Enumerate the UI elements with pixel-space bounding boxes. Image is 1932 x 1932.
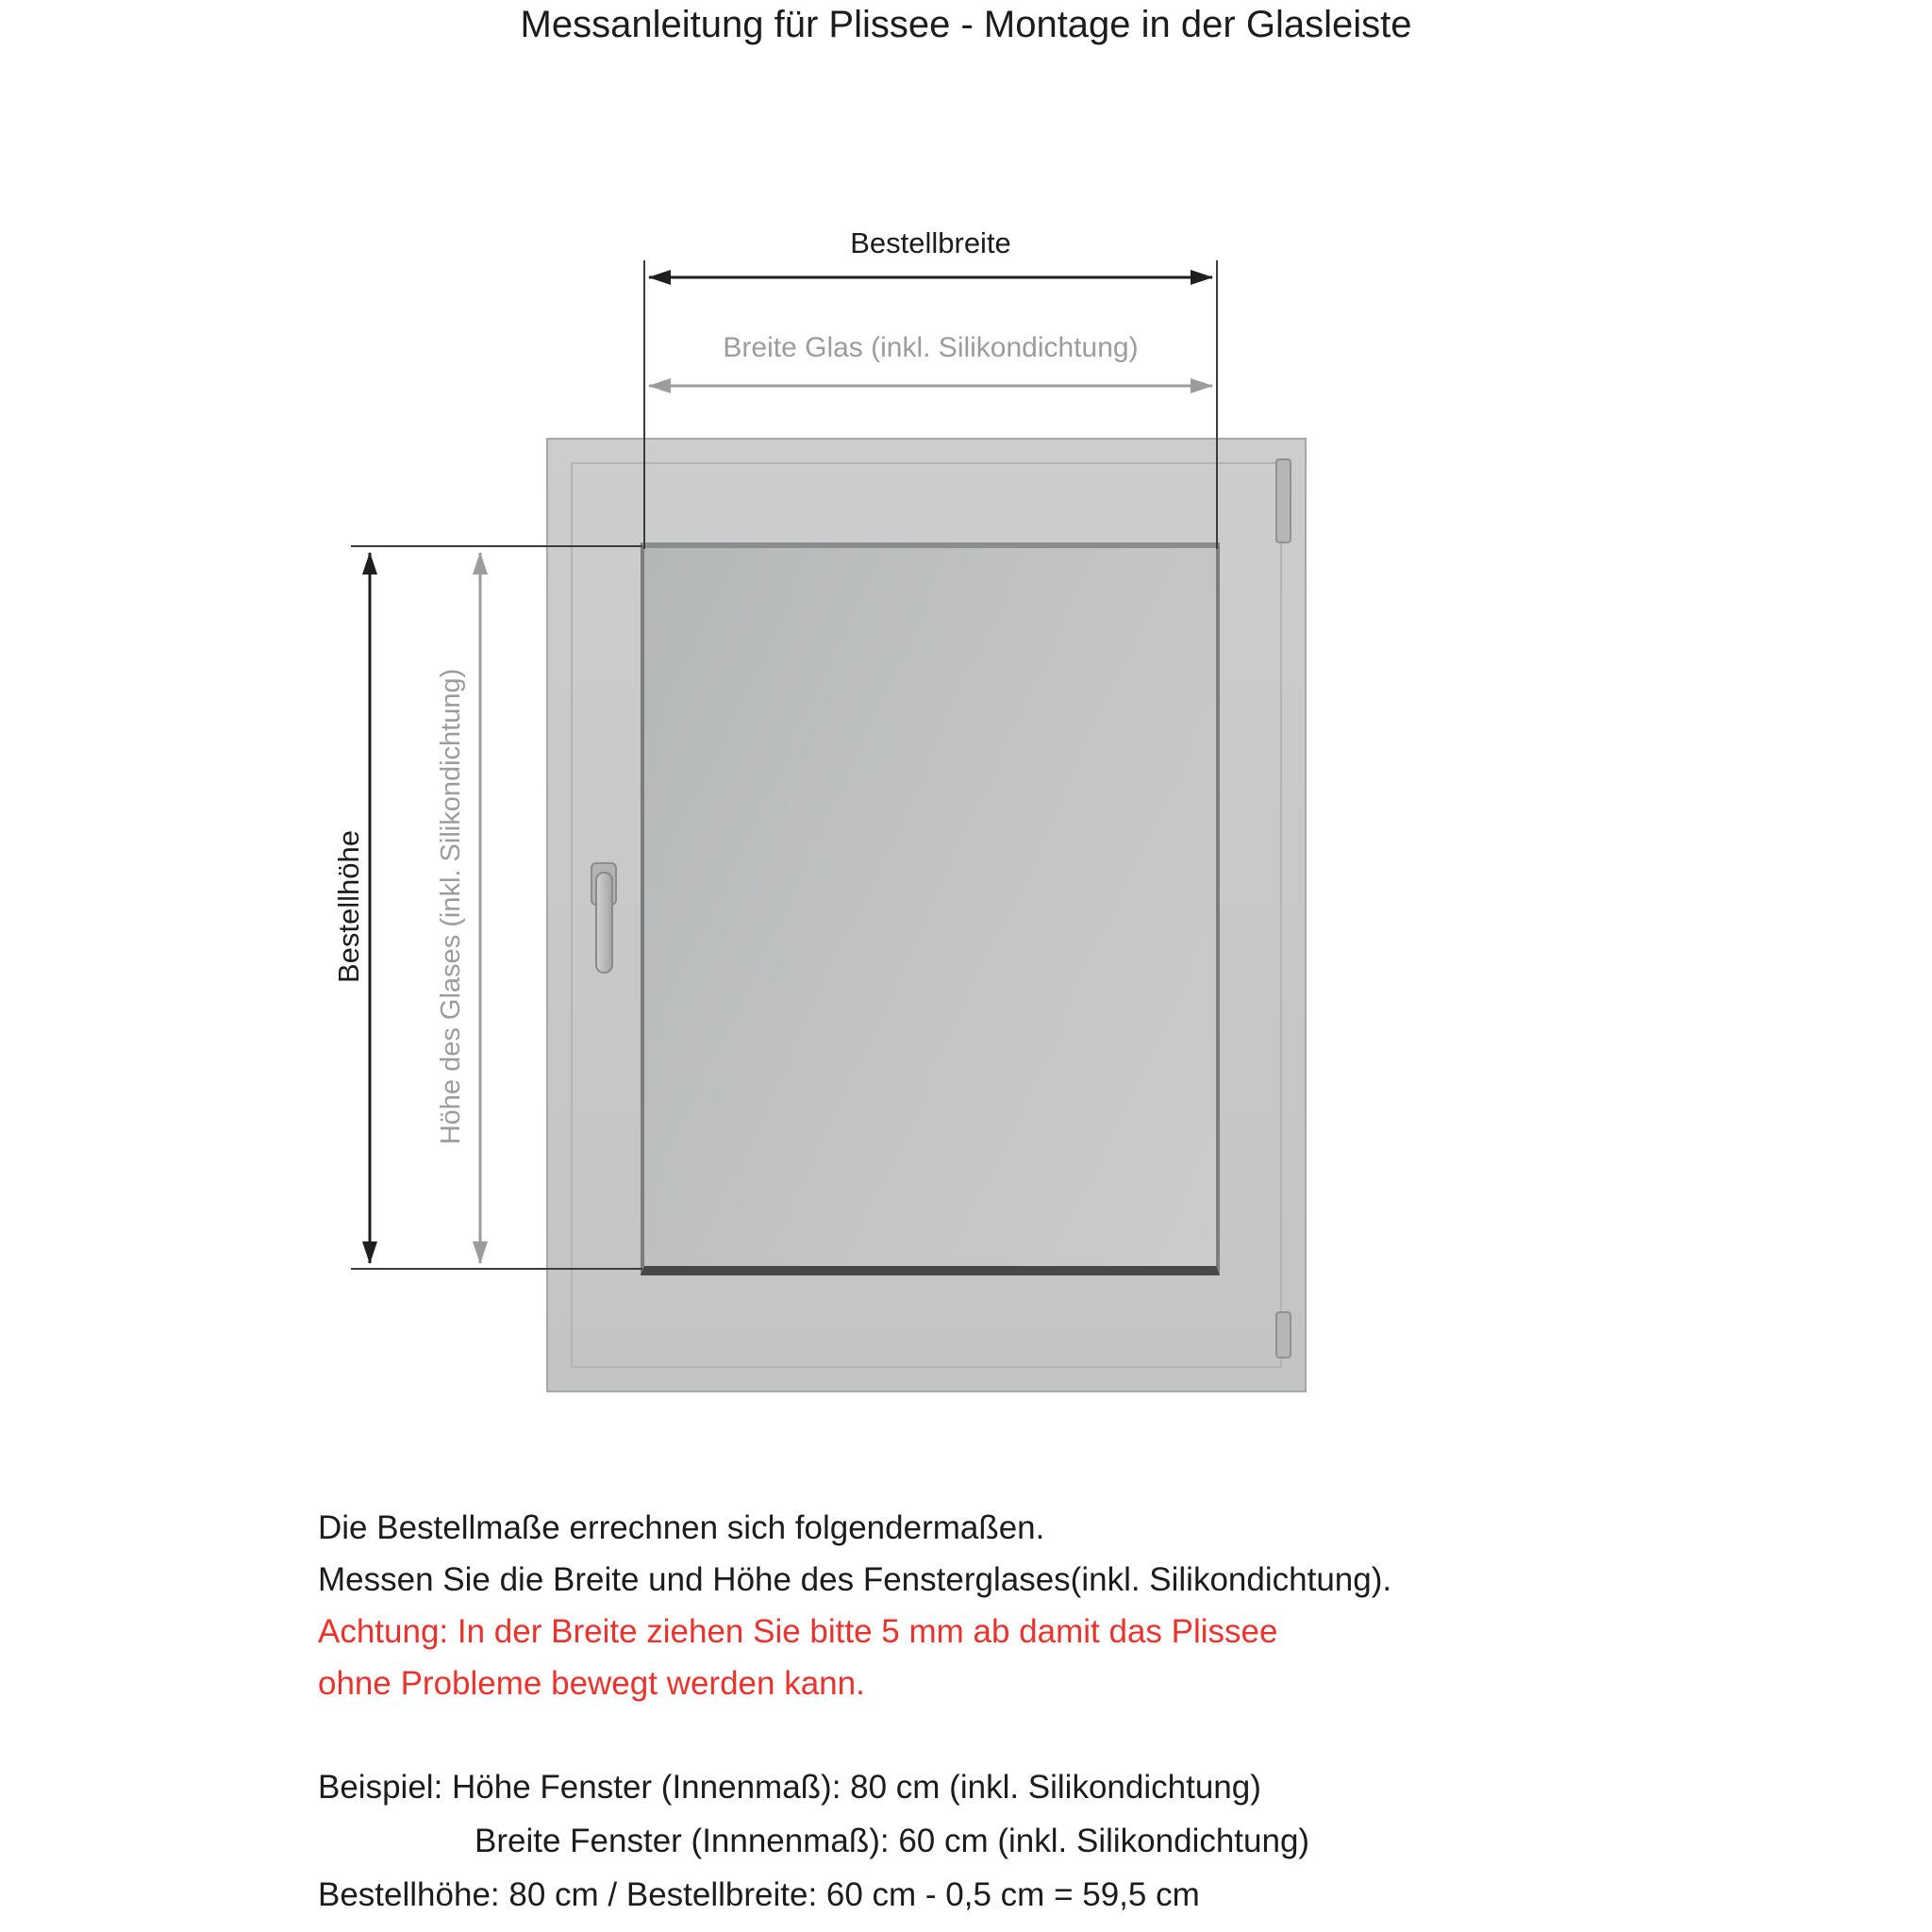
warning-line: Achtung: In der Breite ziehen Sie bitte 5 mm ab damit das Plissee	[318, 1613, 1278, 1650]
glass-width-label: Breite Glas (inkl. Silikondichtung)	[723, 332, 1139, 363]
warning-line: ohne Probleme bewegt werden kann.	[318, 1665, 865, 1702]
window-hinge-bottom	[1275, 1311, 1291, 1358]
window-handle	[595, 872, 613, 974]
example-block	[318, 1760, 1309, 1922]
instructions-block	[318, 1502, 1391, 1709]
order-width-label: Bestellbreite	[850, 226, 1011, 259]
example-line: Breite Fenster (Innnenmaß): 60 cm (inkl. Silikondichtung)	[475, 1823, 1310, 1859]
page-title: Messanleitung für Plissee - Montage in der Glasleiste	[520, 4, 1412, 45]
example-line: Beispiel: Höhe Fenster (Innenmaß): 80 cm (inkl. Silikondichtung)	[318, 1769, 1261, 1806]
window-glass	[641, 542, 1220, 1275]
instruction-line: Messen Sie die Breite und Höhe des Fensterglases(inkl. Silikondichtung).	[318, 1561, 1392, 1598]
order-height-label: Bestellhöhe	[332, 830, 365, 984]
glass-height-label: Höhe des Glases (inkl. Silikondichtung)	[436, 668, 466, 1145]
example-line: Bestellhöhe: 80 cm / Bestellbreite: 60 cm - 0,5 cm = 59,5 cm	[318, 1876, 1200, 1913]
instruction-line: Die Bestellmaße errechnen sich folgendermaßen.	[318, 1509, 1045, 1546]
window-hinge-top	[1275, 458, 1291, 543]
